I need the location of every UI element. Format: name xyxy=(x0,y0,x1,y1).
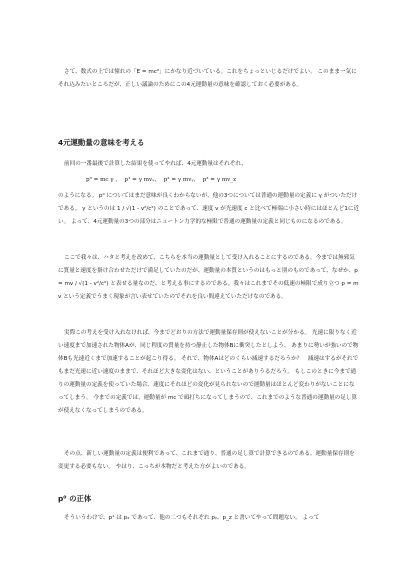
paragraph-new-definition: その点、新しい運動量の定義は便利であって、これまで通り、普通の足し算で計算できるのである。運動量保存則を変更する必要もない。 やはり、こっちが本物だと考えた方がよいのである。 xyxy=(58,451,355,470)
intro-paragraph: さて、数式の上では憧れの「E = mc²」にかなり近づいている。これをちょっといじるだけでよい。 このまま一気にそれ込みたいところだが、正しい議論のためにこの4元運動量の意味を確認しておく必要がある。 xyxy=(58,69,357,88)
paragraph-true-momentum: ここで我々は、ハタと考えを改めて、こちらを本当の運動量として受け入れることにするのである。今までは無邪気に質量と速度を掛け合わせただけで満足していたのだが、運動量の本質というのはもっと別のものであって、なぜか、p = mv / √(1 - v²/c²) と表せる量なのだ、と考える事にするのである。我々はこれまでその低速の極限で成り立つ p = mv という定義でうまく現象が言い表せていたのでそれを良い間違えていただけなのである。 xyxy=(58,255,359,300)
section-heading-meaning: 4元運動量の意味を考える xyxy=(58,138,145,147)
paragraph-p0-identity: そういうわけで、p¹ は pₓ であって、他の二つもそれぞれ pᵧ、p_z と書いてやって問題ない。 よって xyxy=(64,515,320,521)
equation-4momentum: p⁰ = mc γ ， p¹ = γ mvₓ， p² = γ mvᵧ， p³ = γ mv_z xyxy=(86,177,237,183)
paragraph-gamma-explanation: のようになる。 p⁰ についてはまだ意味が良くわからないが、他の3つについては普通の運動量の定義に γ がついただけである。 γ というのは 1 / √(1 - v²/c²) のことであって、速度 v が光速度 c と比べて極端に小さい時にはほとんど1に近い。 よって、4元運動量の3つの部分はニュートン力学的な極限で普通の運動量の定義と同じものになるのである。 xyxy=(58,193,360,225)
paragraph-4momentum-intro: 前回の一番最後で計算した結果を使ってやれば、4元運動量はそれぞれ、 xyxy=(64,161,247,167)
paragraph-conservation-example: 実際この考えを受け入れなければ、今までどおりの方法で運動量保存則が使えないことが分かる。 光速に限りなく近い速度まで加速された物体Aが、同じ程度の質量を持つ静止した物体Bに衝突したとしよう。 あまりに勢いが強いので物体Bも光速近くまで加速することが起こり得る。 それで、物体Aはどのくらい減速するだろうか？ 減速はするがそれでもまだ光速に近い速度のままで、それほど大きな変化はない、ということがありうるだろう。 もしこのときに今まで通りの運動量の定義を使っていた場合、速度にそれほどの変化が見られないので運動量はほとんど変わりがないことになってしまう。 今までの定義では、運動量が mc で頭打ちになってしまうので、これまでのような普通の運動量の足し算が使えなくなってしまうのである。 xyxy=(58,330,359,414)
section-heading-p0: p⁰ の正体 xyxy=(58,494,92,503)
